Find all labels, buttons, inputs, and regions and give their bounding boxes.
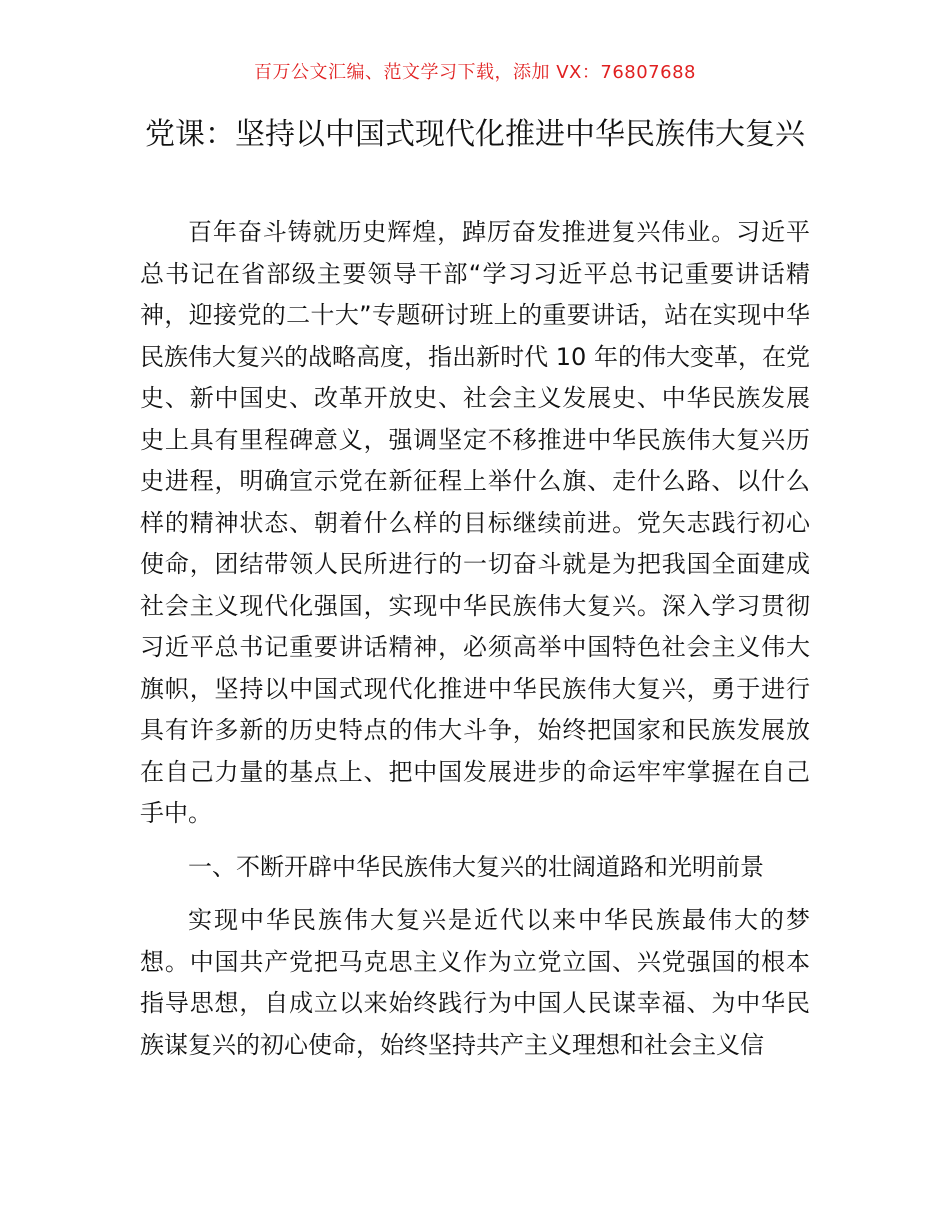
document-body <box>140 212 810 1066</box>
section-heading: 一、不断开辟中华民族伟大复兴的壮阔道路和光明前景 <box>188 852 764 881</box>
document-title: 党课：坚持以中国式现代化推进中华民族伟大复兴 <box>145 117 805 152</box>
watermark-text: 百万公文汇编、范文学习下载，添加 VX：76807688 <box>254 62 696 83</box>
section-paragraph: 实现中华民族伟大复兴是近代以来中华民族最伟大的梦想。中国共产党把马克思主义作为立党立国、兴党强国的根本指导思想，自成立以来始终践行为中国人民谋幸福、为中华民族谋复兴的初心使命，始终坚持共产主义理想和社会主义信 <box>140 906 810 1059</box>
intro-paragraph: 百年奋斗铸就历史辉煌，踔厉奋发推进复兴伟业。习近平总书记在省部级主要领导干部“学习习近平总书记重要讲话精神，迎接党的二十大”专题研讨班上的重要讲话，站在实现中华民族伟大复兴的战略高度，指出新时代 10 年的伟大变革，在党史、新中国史、改革开放史、社会主义发展史、中华民族发展史上具有里程碑意义，强调坚定不移推进中华民族伟大复兴历史进程，明确宣示党在新征程上举什么旗、走什么路、以什么样的精神状态、朝着什么样的目标继续前进。党矢志践行初心使命，团结带领人民所进行的一切奋斗就是为把我国全面建成社会主义现代化强国，实现中华民族伟大复兴。深入学习贯彻习近平总书记重要讲话精神，必须高举中国特色社会主义伟大旗帜，坚持以中国式现代化推进中华民族伟大复兴，勇于进行具有许多新的历史特点的伟大斗争，始终把国家和民族发展放在自己力量的基点上、把中国发展进步的命运牢牢掌握在自己手中。 <box>140 218 810 827</box>
